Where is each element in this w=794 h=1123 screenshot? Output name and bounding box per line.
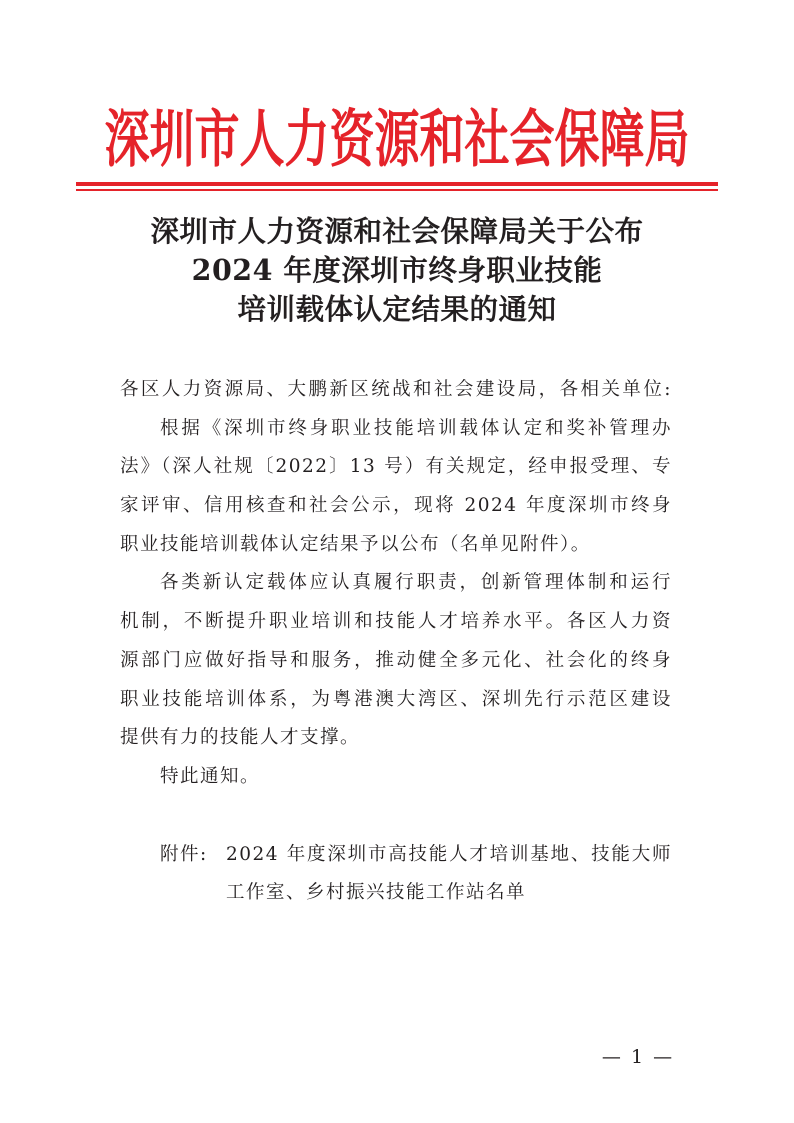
paragraph-2 <box>120 564 672 757</box>
title-line: 培训载体认定结果的通知 <box>237 292 557 326</box>
paragraph-1 <box>120 410 672 565</box>
paragraph-line: 各类新认定载体应认真履行职责，创新管理体制和运行 <box>160 572 672 594</box>
document-body <box>120 371 672 797</box>
letterhead-rule-thin <box>76 189 718 191</box>
paragraph-line: 法》（深人社规〔2022〕13 号）有关规定，经申报受理、专 <box>120 456 672 478</box>
title-line: 2024 年度深圳市终身职业技能 <box>191 253 603 287</box>
attachment-note <box>160 836 672 912</box>
document-title <box>0 212 794 329</box>
letterhead-rule-thick <box>76 182 718 186</box>
paragraph-line: 源部门应做好指导和服务，推动健全多元化、社会化的终身 <box>120 649 672 671</box>
salutation: 各区人力资源局、大鹏新区统战和社会建设局，各相关单位: <box>120 379 672 400</box>
paragraph-line: 根据《深圳市终身职业技能培训载体认定和奖补管理办 <box>160 417 672 439</box>
attachment-line: 2024 年度深圳市高技能人才培训基地、技能大师 <box>226 844 672 865</box>
paragraph-line: 机制，不断提升职业培训和技能人才培养水平。各区人力资 <box>120 611 672 633</box>
attachment-line: 工作室、乡村振兴技能工作站名单 <box>226 882 527 903</box>
attachment-content <box>226 836 672 912</box>
page-number: — 1 — <box>601 1046 675 1068</box>
paragraph-line: 职业技能培训载体认定结果予以公布（名单见附件）。 <box>120 533 591 555</box>
attachment-label: 附件: <box>160 844 208 865</box>
paragraph-line: 提供有力的技能人才支撑。 <box>120 727 361 749</box>
paragraph-line: 职业技能培训体系，为粤港澳大湾区、深圳先行示范区建设 <box>120 688 672 710</box>
paragraph-line: 家评审、信用核查和社会公示，现将 2024 年度深圳市终身 <box>120 495 672 517</box>
closing: 特此通知。 <box>160 765 261 787</box>
agency-letterhead: 深圳市人力资源和社会保障局 <box>104 102 690 176</box>
title-line: 深圳市人力资源和社会保障局关于公布 <box>150 214 644 248</box>
